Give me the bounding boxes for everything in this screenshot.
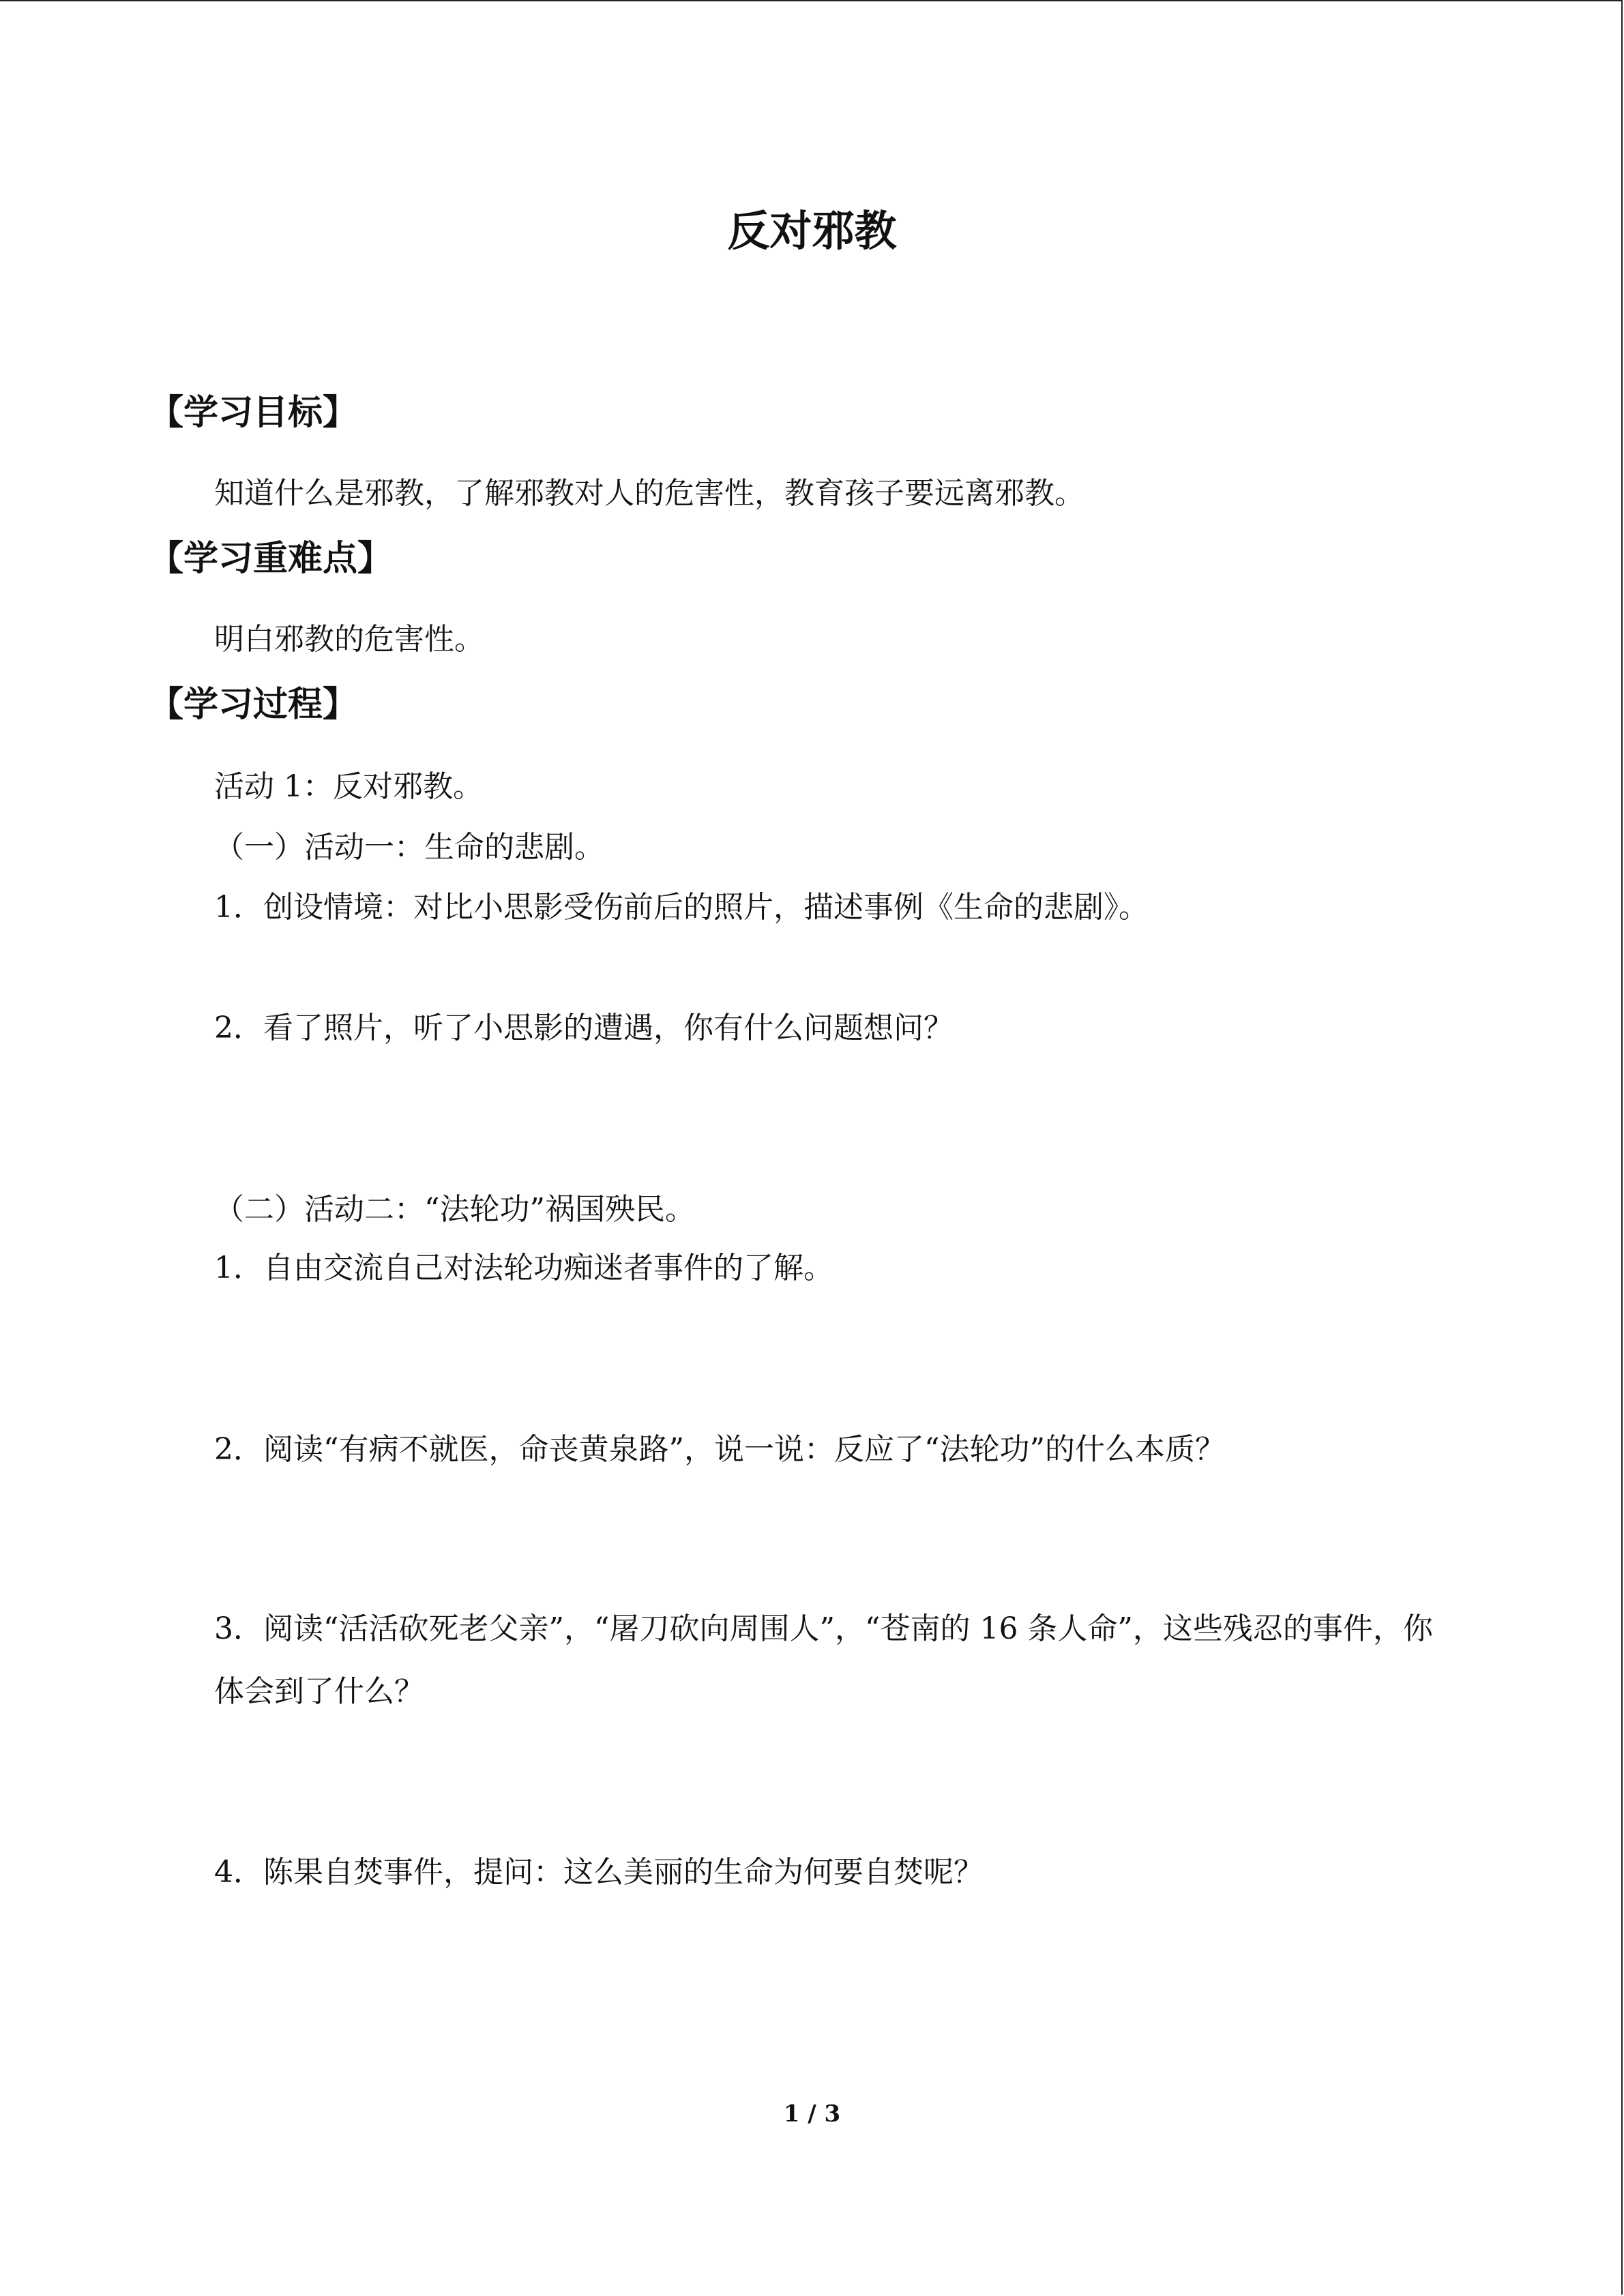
activity-title: 活动 1：反对邪教。 (214, 769, 483, 804)
part2-item-4: 4．陈果自焚事件，提问：这么美丽的生命为何要自焚呢？ (214, 1855, 984, 1890)
part2-item-3: 3．阅读“活活砍死老父亲”，“屠刀砍向周围人”，“苍南的 16 条人命”，这些残忍的事件，你体会到了什么？ (214, 1611, 1433, 1709)
part2-item-1: 1．自由交流自己对法轮功痴迷者事件的了解。 (214, 1251, 833, 1285)
part2-title: （二）活动二：“法轮功”祸国殃民。 (214, 1192, 695, 1227)
part1-title: （一）活动一：生命的悲剧。 (214, 830, 604, 865)
key-points-text: 明白邪教的危害性。 (214, 622, 484, 657)
section-heading-objectives: 【学习目标】 (149, 393, 358, 433)
section-heading-process: 【学习过程】 (149, 685, 358, 725)
page-number: 1 / 3 (783, 2100, 841, 2128)
part1-item-2: 2．看了照片，听了小思影的遭遇，你有什么问题想问？ (214, 1011, 954, 1045)
part1-item-1: 1．创设情境：对比小思影受伤前后的照片，描述事例《生命的悲剧》。 (214, 890, 1149, 925)
page-title: 反对邪教 (727, 206, 897, 256)
part2-item-2: 2．阅读“有病不就医，命丧黄泉路”，说一说：反应了“法轮功”的什么本质？ (214, 1432, 1225, 1467)
section-heading-key-points: 【学习重难点】 (149, 539, 393, 579)
objectives-text: 知道什么是邪教，了解邪教对人的危害性，教育孩子要远离邪教。 (214, 476, 1084, 511)
